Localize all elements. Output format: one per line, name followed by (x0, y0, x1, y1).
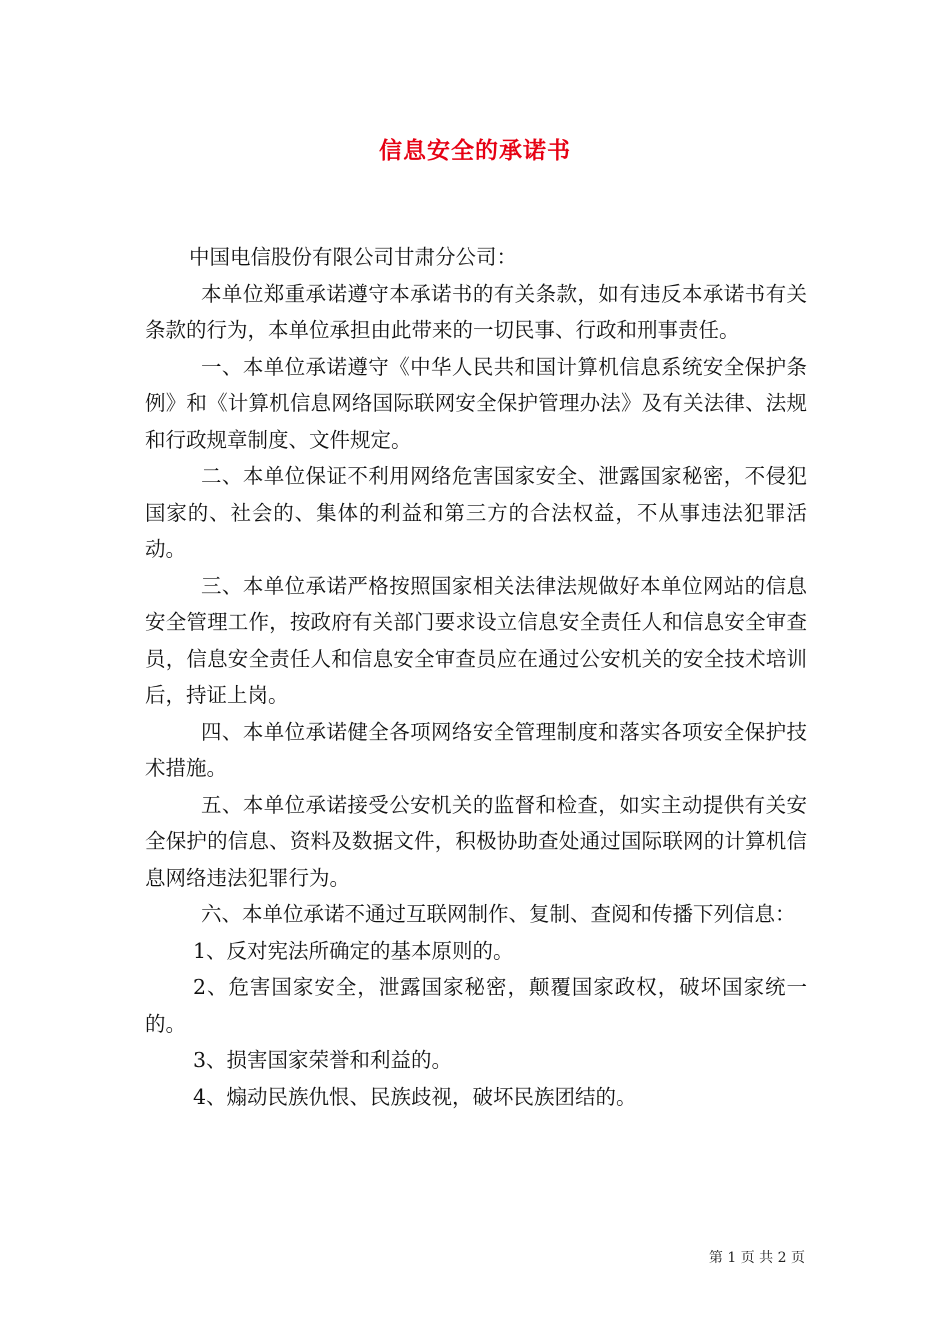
salutation: 中国电信股份有限公司甘肃分公司： (189, 245, 517, 269)
paragraph-clause-2: 二、本单位保证不利用网络危害国家安全、泄露国家秘密，不侵犯国家的、社会的、集体的利益和第三方的合法权益，不从事违法犯罪活动。 (145, 464, 807, 561)
list-item: 2、危害国家安全，泄露国家秘密，颠覆国家政权，破坏国家统一的。 (145, 975, 807, 1036)
page-number-footer: 第 1 页 共 2 页 (708, 1250, 805, 1266)
list-item: 3、损害国家荣誉和利益的。 (193, 1048, 453, 1072)
paragraph-clause-5: 五、本单位承诺接受公安机关的监督和检查，如实主动提供有关安全保护的信息、资料及数据文件，积极协助查处通过国际联网的计算机信息网络违法犯罪行为。 (145, 792, 807, 890)
paragraph-clause-4: 四、本单位承诺健全各项网络安全管理制度和落实各项安全保护技术措施。 (145, 719, 807, 780)
list-item: 4、煽动民族仇恨、民族歧视，破坏民族团结的。 (193, 1084, 637, 1109)
paragraph-clause-6: 六、本单位承诺不通过互联网制作、复制、查阅和传播下列信息： (201, 902, 796, 926)
paragraph-intro: 本单位郑重承诺遵守本承诺书的有关条款，如有违反本承诺书有关条款的行为，本单位承担由此带来的一切民事、行政和刑事责任。 (145, 281, 807, 342)
document-title: 信息安全的承诺书 (379, 137, 571, 164)
paragraph-clause-1: 一、本单位承诺遵守《中华人民共和国计算机信息系统安全保护条例》和《计算机信息网络国际联网安全保护管理办法》及有关法律、法规和行政规章制度、文件规定。 (145, 354, 807, 452)
list-item: 1、反对宪法所确定的基本原则的。 (193, 938, 514, 963)
paragraph-clause-3: 三、本单位承诺严格按照国家相关法律法规做好本单位网站的信息安全管理工作，按政府有关部门要求设立信息安全责任人和信息安全审查员，信息安全责任人和信息安全审查员应在通过公安机关的安全技术培训后，持证上岗。 (145, 573, 807, 707)
document-body (145, 239, 807, 1115)
